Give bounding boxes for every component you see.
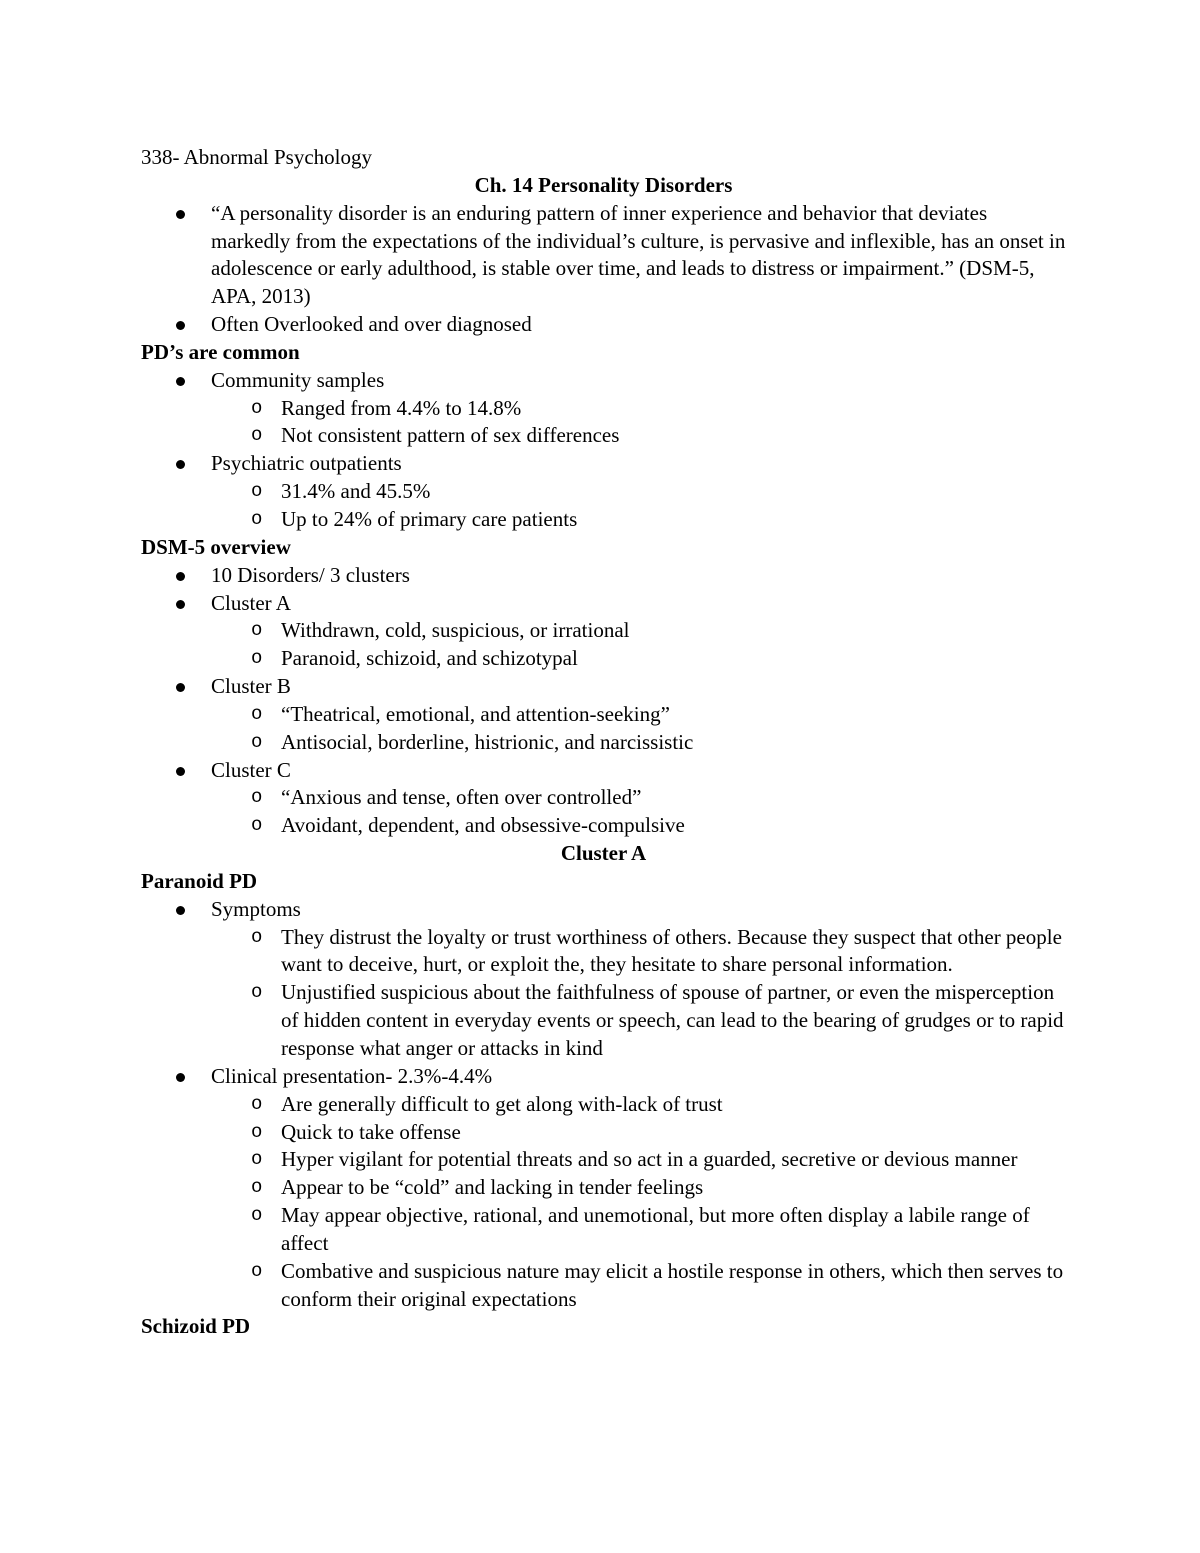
bullet-icon xyxy=(176,460,185,469)
bullet-icon xyxy=(176,683,185,692)
sub-list xyxy=(211,395,1066,451)
common-list xyxy=(141,367,1066,534)
circle-bullet-icon: o xyxy=(251,786,263,809)
circle-bullet-icon: o xyxy=(251,1092,263,1115)
section-heading-cluster-a: Cluster A xyxy=(560,841,647,866)
sub-list-item: o 31.4% and 45.5% xyxy=(211,478,1066,506)
document-page xyxy=(141,144,1066,1341)
sub-list xyxy=(211,617,1066,673)
circle-bullet-icon: o xyxy=(251,702,263,725)
sub-list xyxy=(211,784,1066,840)
sub-list xyxy=(211,478,1066,534)
circle-bullet-icon: o xyxy=(251,1120,263,1143)
sub-list-item: o “Theatrical, emotional, and attention-seeking” xyxy=(211,701,1066,729)
sub-list-item: o Hyper vigilant for potential threats and so act in a guarded, secretive or devious manner xyxy=(211,1146,1066,1174)
bullet-icon xyxy=(176,321,185,330)
list-item: Symptoms o They distrust the loyalty or trust worthiness of others. Because they suspect that other people want to deceive, hurt, or exploit the, they hesitate to share personal information. o Unjustified suspicious about the faithfulness of spouse of partner, or even the misperception of hidden content in everyday events or speech, can lead to the bearing of grudges or to rapid response what anger or attacks in kind xyxy=(141,896,1066,1063)
sub-list-item: o Ranged from 4.4% to 14.8% xyxy=(211,395,1066,423)
sub-list-item: o “Anxious and tense, often over controlled” xyxy=(211,784,1066,812)
section-heading-common: PD’s are common xyxy=(141,339,300,364)
sub-list-item: o Combative and suspicious nature may elicit a hostile response in others, which then serves to conform their original expectations xyxy=(251,1258,1064,1311)
bullet-icon xyxy=(176,377,185,386)
circle-bullet-icon: o xyxy=(251,619,263,642)
sub-list xyxy=(211,701,1066,757)
sub-list-item: o They distrust the loyalty or trust worthiness of others. Because they suspect that other people want to deceive, hurt, or exploit the, they hesitate to share personal information. xyxy=(251,924,1062,977)
sub-list-item: o Avoidant, dependent, and obsessive-compulsive xyxy=(211,812,1066,840)
subsection-heading-schizoid: Schizoid PD xyxy=(141,1314,251,1339)
circle-bullet-icon: o xyxy=(251,1204,263,1227)
circle-bullet-icon: o xyxy=(251,480,263,503)
paranoid-list xyxy=(141,896,1066,1314)
bullet-icon xyxy=(176,767,185,776)
list-item: Psychiatric outpatients o 31.4% and 45.5% o Up to 24% of primary care patients xyxy=(141,450,1066,534)
course-title: 338- Abnormal Psychology xyxy=(141,145,372,169)
sub-list-item: o Unjustified suspicious about the faithfulness of spouse of partner, or even the misperception of hidden content in everyday events or speech, can lead to the bearing of grudges or to rapid response what anger or attacks in kind xyxy=(251,980,1064,1060)
list-item: Cluster B o “Theatrical, emotional, and attention-seeking” o Antisocial, borderline, histrionic, and narcissistic xyxy=(141,673,1066,757)
circle-bullet-icon: o xyxy=(251,814,263,837)
sub-list-item: o Not consistent pattern of sex differences xyxy=(211,422,1066,450)
circle-bullet-icon: o xyxy=(251,396,263,419)
sub-list xyxy=(211,924,1066,1063)
bullet-icon xyxy=(176,1073,185,1082)
bullet-icon xyxy=(176,572,185,581)
chapter-title: Ch. 14 Personality Disorders xyxy=(474,172,733,197)
sub-list-item: o Antisocial, borderline, histrionic, and narcissistic xyxy=(211,729,1066,757)
circle-bullet-icon: o xyxy=(251,507,263,530)
circle-bullet-icon: o xyxy=(251,424,263,447)
intro-list xyxy=(141,200,1066,339)
circle-bullet-icon: o xyxy=(251,730,263,753)
bullet-icon xyxy=(176,600,185,609)
list-item: Cluster C o “Anxious and tense, often over controlled” o Avoidant, dependent, and obsessive-compulsive xyxy=(141,757,1066,841)
circle-bullet-icon: o xyxy=(251,647,263,670)
sub-list-item: o Are generally difficult to get along with-lack of trust xyxy=(211,1091,1066,1119)
bullet-icon xyxy=(176,906,185,915)
sub-list-item: o Appear to be “cold” and lacking in tender feelings xyxy=(211,1174,1066,1202)
list-item: Community samples o Ranged from 4.4% to 14.8% o Not consistent pattern of sex differences xyxy=(141,367,1066,451)
circle-bullet-icon: o xyxy=(251,981,263,1004)
sub-list-item: o Paranoid, schizoid, and schizotypal xyxy=(211,645,1066,673)
list-item: Often Overlooked and over diagnosed xyxy=(141,311,1066,339)
list-item: Clinical presentation- 2.3%-4.4% o Are generally difficult to get along with-lack of trust o Quick to take offense o Hyper vigilant for potential threats and so act in a guarded, secretive or devious manner o Appear to be “cold” and lacking in tender feelings o May appear objective, rational, and unemotional, but more often display a labile range of affect o Combative and suspicious nature may elicit a hostile response in others, which then serves to conform their original expectations xyxy=(141,1063,1066,1314)
section-heading-overview: DSM-5 overview xyxy=(141,534,291,559)
circle-bullet-icon: o xyxy=(251,1176,263,1199)
overview-list xyxy=(141,562,1066,840)
list-item: “A personality disorder is an enduring pattern of inner experience and behavior that deviates markedly from the expectations of the individual’s culture, is pervasive and inflexible, has an onset in adolescence or early adulthood, is stable over time, and leads to distress or impairment.” (DSM-5, APA, 2013) xyxy=(141,200,1066,311)
circle-bullet-icon: o xyxy=(251,1148,263,1171)
sub-list-item: o May appear objective, rational, and unemotional, but more often display a labile range of affect xyxy=(251,1203,1030,1255)
list-item: 10 Disorders/ 3 clusters xyxy=(141,562,1066,590)
sub-list-item: o Withdrawn, cold, suspicious, or irrational xyxy=(211,617,1066,645)
list-item: Cluster A o Withdrawn, cold, suspicious, or irrational o Paranoid, schizoid, and schizotypal xyxy=(141,590,1066,674)
circle-bullet-icon: o xyxy=(251,925,263,948)
bullet-icon xyxy=(176,210,185,219)
sub-list-item: o Quick to take offense xyxy=(211,1119,1066,1147)
subsection-heading-paranoid: Paranoid PD xyxy=(141,868,258,893)
circle-bullet-icon: o xyxy=(251,1259,263,1282)
sub-list-item: o Up to 24% of primary care patients xyxy=(211,506,1066,534)
sub-list xyxy=(211,1091,1066,1314)
